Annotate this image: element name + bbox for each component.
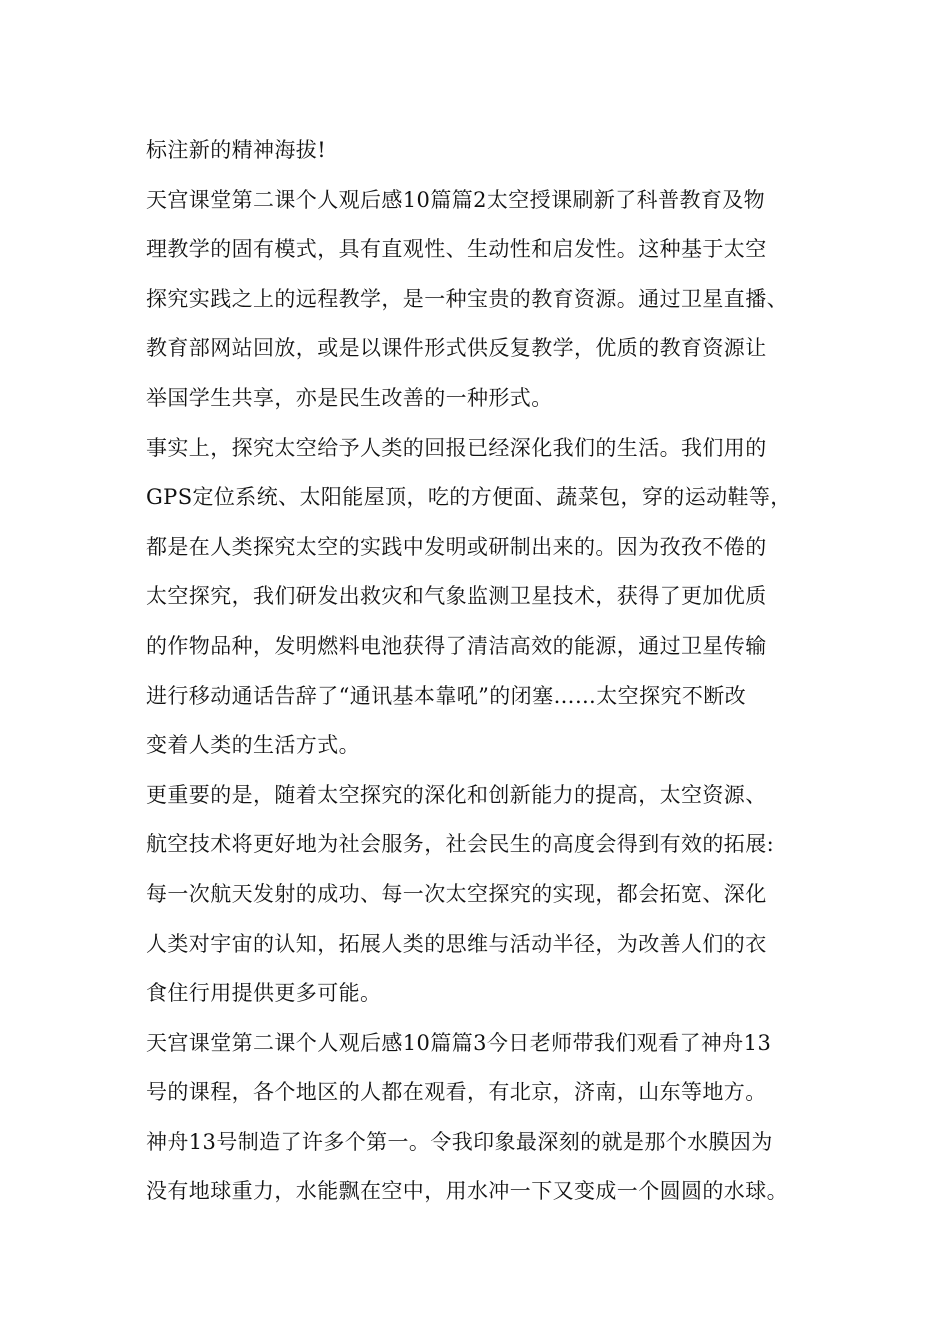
text-line: 事实上，探究太空给予人类的回报已经深化我们的生活。我们用的 [146,435,767,460]
text-line: 太空探究，我们研发出救灾和气象监测卫星技术，获得了更加优质 [146,584,767,609]
text-line: 标注新的精神海拔! [146,138,327,162]
text-line: 探究实践之上的远程教学，是一种宝贵的教育资源。通过卫星直播、 [146,286,788,311]
text-line: 教育部网站回放，或是以课件形式供反复教学，优质的教育资源让 [146,336,767,361]
text-line: 的作物品种，发明燃料电池获得了清洁高效的能源，通过卫星传输 [146,633,767,658]
text-line: GPS定位系统、太阳能屋顶，吃的方便面、蔬菜包，穿的运动鞋等， [146,485,792,510]
text-line: 理教学的固有模式，具有直观性、生动性和启发性。这种基于太空 [146,237,767,262]
text-line: 天宫课堂第二课个人观后感10篇篇3今日老师带我们观看了神舟13 [146,1030,772,1055]
text-line: 天宫课堂第二课个人观后感10篇篇2太空授课刷新了科普教育及物 [146,187,766,212]
document-body [146,126,826,1217]
text-line: 号的课程，各个地区的人都在观看，有北京，济南，山东等地方。 [146,1080,767,1105]
text-line: 更重要的是，随着太空探究的深化和创新能力的提高，太空资源、 [146,782,767,807]
text-line: 食住行用提供更多可能。 [146,981,382,1006]
text-line: 变着人类的生活方式。 [146,733,360,758]
text-line: 举国学生共享，亦是民生改善的一种形式。 [146,385,553,410]
text-line: 每一次航天发射的成功、每一次太空探究的实现，都会拓宽、深化 [146,881,767,906]
text-line: 进行移动通话告辞了“通讯基本靠吼”的闭塞……太空探究不断改 [146,683,747,708]
text-line: 都是在人类探究太空的实践中发明或研制出来的。因为孜孜不倦的 [146,534,767,559]
text-line: 神舟13号制造了许多个第一。令我印象最深刻的就是那个水膜因为 [146,1129,773,1154]
text-line: 人类对宇宙的认知，拓展人类的思维与活动半径，为改善人们的衣 [146,931,767,956]
text-line: 没有地球重力，水能飘在空中，用水冲一下又变成一个圆圆的水球。 [146,1179,788,1204]
text-line: 航空技术将更好地为社会服务，社会民生的高度会得到有效的拓展: [146,832,775,857]
